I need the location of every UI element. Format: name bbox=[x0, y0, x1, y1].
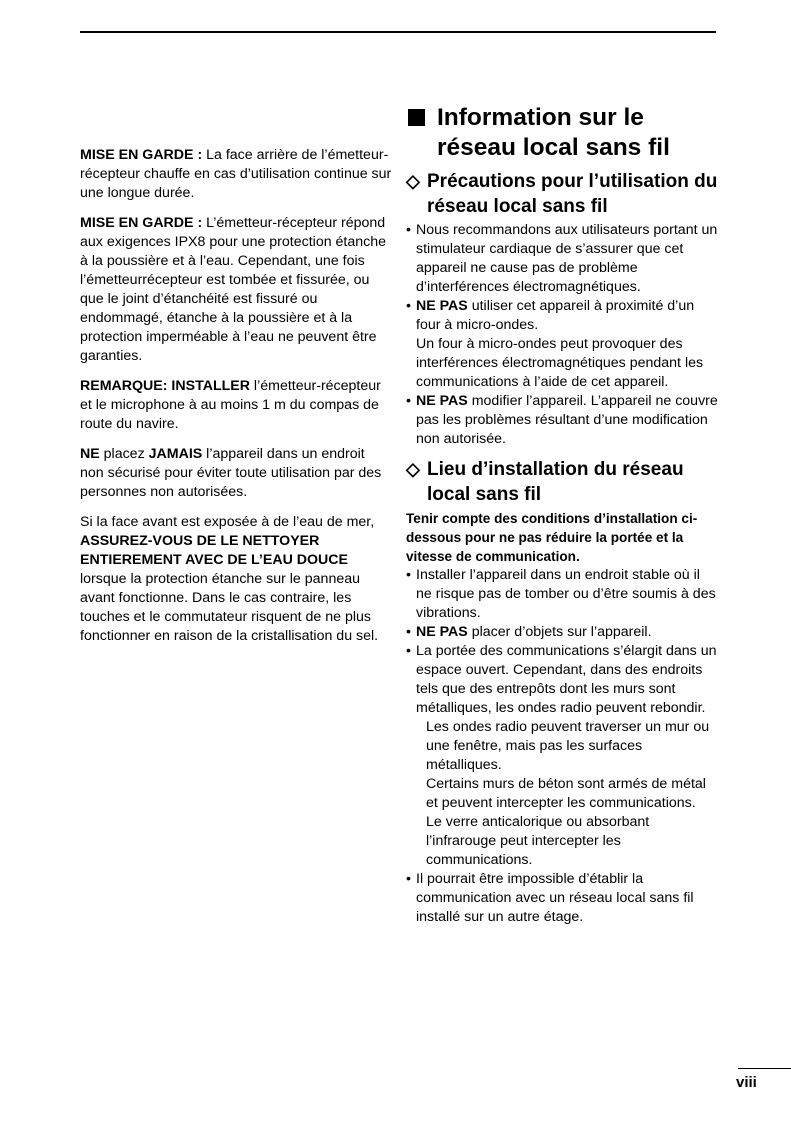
seawater-bold: ASSUREZ-VOUS DE LE NETTOYER ENTIEREMENT AVEC DE L’EAU DOUCE bbox=[80, 533, 349, 568]
list-item bbox=[406, 297, 718, 392]
list-item-text: Il pourrait être impossible d’établir la communication avec un réseau local sans fil installé sur un autre étage. bbox=[416, 871, 694, 925]
list-item-bold: NE PAS bbox=[416, 624, 468, 640]
seawater-paragraph bbox=[80, 513, 392, 646]
installation-intro: Tenir compte des conditions d’installation ci-dessous pour ne pas réduire la portée et la vitesse de communication. bbox=[406, 511, 698, 564]
list-item-text: La portée des communications s’élargit dans un espace ouvert. Cependant, dans des endroits tels que des entrepôts dont les murs sont métalliques, les ondes radio peuvent rebondir. bbox=[416, 643, 717, 716]
list-item-text: Nous recommandons aux utilisateurs portant un stimulateur cardiaque de s’assurer que cet appareil ne cause pas de problème d’interférences électromagnétiques. bbox=[416, 222, 718, 295]
sub-note: Certains murs de béton sont armés de métal et peuvent intercepter les communications. bbox=[426, 776, 706, 811]
section-precautions-title: Précautions pour l’utilisation du réseau local sans fil bbox=[427, 171, 718, 217]
seawater-text-2: lorsque la protection étanche sur le panneau avant fonctionne. Dans le cas contraire, les touches et le commutateur risquent de ne plus fonctionner en raison de la cristallisation du sel. bbox=[80, 571, 379, 644]
main-heading-text: Information sur le réseau local sans fil bbox=[437, 104, 670, 161]
header-rule bbox=[80, 31, 716, 33]
note-install-text: l’émetteur-récepteur et le microphone à au moins 1 m du compas de route du navire. bbox=[80, 378, 381, 432]
list-item-text: placer d’objets sur l’appareil. bbox=[467, 624, 652, 640]
installation-list bbox=[406, 566, 718, 927]
list-item-text: modifier l’appareil. L’appareil ne couvre pas les problèmes résultant d’une modification non autorisée. bbox=[416, 393, 718, 447]
footer-rule bbox=[738, 1068, 791, 1069]
sub-note: Les ondes radio peuvent traverser un mur ou une fenêtre, mais pas les surfaces métalliques. bbox=[426, 719, 710, 773]
left-column bbox=[80, 146, 392, 657]
never-place-paragraph bbox=[80, 445, 392, 502]
note-label: REMARQUE: INSTALLER bbox=[80, 378, 250, 394]
section-installation-heading bbox=[406, 457, 718, 507]
caution-label: MISE EN GARDE : bbox=[80, 147, 203, 163]
list-item-text: Installer l’appareil dans un endroit stable où il ne risque pas de tomber ou d’être soumis à des vibrations. bbox=[416, 567, 716, 621]
list-item bbox=[406, 221, 718, 297]
never-text-2: l’appareil dans un endroit non sécurisé pour éviter toute utilisation par des personnes non autorisées. bbox=[80, 446, 382, 500]
caution-ipx8-paragraph bbox=[80, 214, 392, 366]
caution-heat-paragraph bbox=[80, 146, 392, 203]
list-item bbox=[406, 623, 718, 642]
never-label-jamais: JAMAIS bbox=[148, 446, 203, 462]
list-item-extra: Un four à micro-ondes peut provoquer des interférences électromagnétiques pendant les communications à l’aide de cet appareil. bbox=[416, 336, 704, 390]
main-heading bbox=[406, 103, 718, 163]
diamond-outline-icon: ◇ bbox=[406, 459, 420, 479]
list-item-bold: NE PAS bbox=[416, 298, 468, 314]
caution-label: MISE EN GARDE : bbox=[80, 215, 203, 231]
caution-ipx8-text: L’émetteur-récepteur répond aux exigences IPX8 pour une protection étanche à la poussière et à l’eau. Cependant, une fois l’émetteurrécepteur est tombée et fissurée, ou que le joint d’étanchéité est fissuré ou endommagé, étanche à la poussière et à la protection imperméable à l’eau ne peuvent être garanties. bbox=[80, 215, 387, 364]
never-label-ne: NE bbox=[80, 446, 100, 462]
sub-note: Le verre anticalorique ou absorbant l’infrarouge peut intercepter les communications. bbox=[426, 814, 650, 868]
list-item-bold: NE PAS bbox=[416, 393, 468, 409]
list-item bbox=[406, 870, 718, 927]
diamond-outline-icon: ◇ bbox=[406, 171, 420, 191]
caution-heat-text: La face arrière de l’émetteur-récepteur chauffe en cas d’utilisation continue sur une longue durée. bbox=[80, 147, 392, 201]
never-text-1: placez bbox=[99, 446, 149, 462]
list-item bbox=[406, 642, 718, 870]
black-square-icon bbox=[408, 109, 425, 126]
section-precautions-heading bbox=[406, 169, 718, 219]
list-item-text: utiliser cet appareil à proximité d’un four à micro-ondes. bbox=[416, 298, 695, 333]
note-install-paragraph bbox=[80, 377, 392, 434]
right-column bbox=[406, 103, 718, 927]
precautions-list bbox=[406, 221, 718, 449]
section-installation-title: Lieu d’installation du réseau local sans fil bbox=[427, 459, 684, 505]
list-item bbox=[406, 566, 718, 623]
page-number: viii bbox=[736, 1074, 757, 1091]
list-item bbox=[406, 392, 718, 449]
seawater-text-1: Si la face avant est exposée à de l’eau de mer, bbox=[80, 514, 375, 530]
